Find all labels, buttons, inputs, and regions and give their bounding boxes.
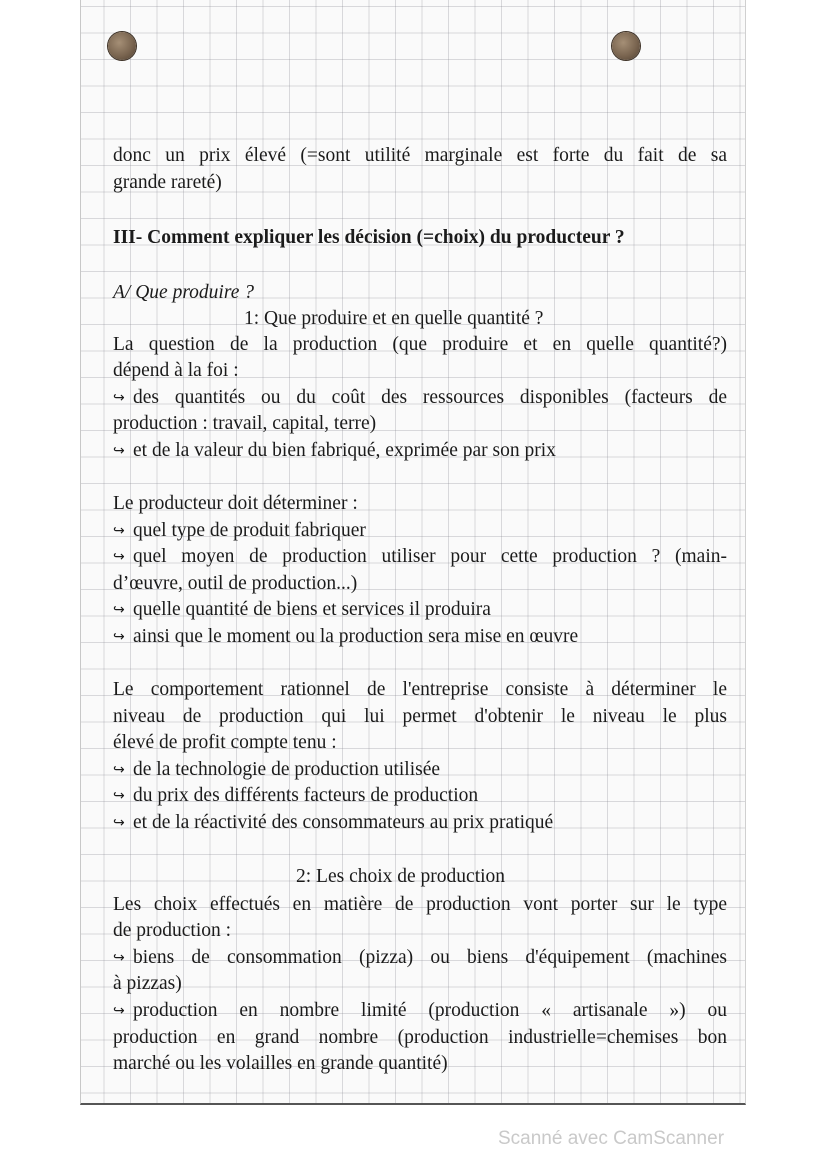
text-line: grande rareté) <box>113 172 222 193</box>
text-line: Les choix effectués en matière de production vont porter sur le type <box>113 894 727 915</box>
bullet-line: ↪ biens de consommation (pizza) ou biens d'équipement (machines <box>113 945 727 971</box>
scanner-watermark: Scanné avec CamScanner <box>498 1128 725 1149</box>
bullet-line: ↪ des quantités ou du coût des ressources disponibles (facteurs de <box>113 385 727 411</box>
bullet-line: ↪ quel type de produit fabriquer <box>113 518 727 544</box>
arrow-icon: ↪ <box>113 815 125 831</box>
arrow-icon: ↪ <box>113 390 125 406</box>
text-line: de production : <box>113 920 232 941</box>
bullet-line: ↪ du prix des différents facteurs de production <box>113 783 727 809</box>
text-line: niveau de production qui lui permet d'obtenir le niveau le plus <box>113 706 727 727</box>
section-heading: III- Comment expliquer les décision (=choix) du producteur ? <box>113 227 625 248</box>
arrow-icon: ↪ <box>113 762 125 778</box>
text-line: à pizzas) <box>113 973 182 994</box>
arrow-icon: ↪ <box>113 629 125 645</box>
arrow-icon: ↪ <box>113 1003 125 1019</box>
text-line: Le comportement rationnel de l'entreprise consiste à déterminer le <box>113 679 727 700</box>
subsection-title: 1: Que produire et en quelle quantité ? <box>244 308 544 329</box>
text-line: production en grand nombre (production industrielle=chemises bon <box>113 1027 727 1048</box>
arrow-icon: ↪ <box>113 602 125 618</box>
text-line: Le producteur doit déterminer : <box>113 493 358 514</box>
bullet-line: ↪ et de la valeur du bien fabriqué, exprimée par son prix <box>113 438 727 464</box>
bullet-line: ↪ de la technologie de production utilisée <box>113 757 727 783</box>
arrow-icon: ↪ <box>113 443 125 459</box>
bullet-line: ↪ ainsi que le moment ou la production sera mise en œuvre <box>113 624 727 650</box>
arrow-icon: ↪ <box>113 950 125 966</box>
bullet-line: ↪ quelle quantité de biens et services il produira <box>113 597 727 623</box>
text-line: d’œuvre, outil de production...) <box>113 573 358 594</box>
punch-hole-left <box>108 32 136 60</box>
bullet-line: ↪ production en nombre limité (production « artisanale ») ou <box>113 998 727 1024</box>
text-line: marché ou les volailles en grande quantité) <box>113 1053 448 1074</box>
punch-hole-right <box>612 32 640 60</box>
text-line: La question de la production (que produire et en quelle quantité?) <box>113 334 727 355</box>
arrow-icon: ↪ <box>113 549 125 565</box>
arrow-icon: ↪ <box>113 788 125 804</box>
text-line: élevé de profit compte tenu : <box>113 732 337 753</box>
bullet-line: ↪ quel moyen de production utiliser pour cette production ? (main- <box>113 544 727 570</box>
subsection-heading: A/ Que produire ? <box>113 282 254 303</box>
arrow-icon: ↪ <box>113 523 125 539</box>
text-line: dépend à la foi : <box>113 360 239 381</box>
text-line: production : travail, capital, terre) <box>113 413 377 434</box>
text-line: donc un prix élevé (=sont utilité marginale est forte du fait de sa <box>113 145 727 166</box>
bullet-line: ↪ et de la réactivité des consommateurs au prix pratiqué <box>113 810 727 836</box>
subsection-title: 2: Les choix de production <box>296 866 506 887</box>
